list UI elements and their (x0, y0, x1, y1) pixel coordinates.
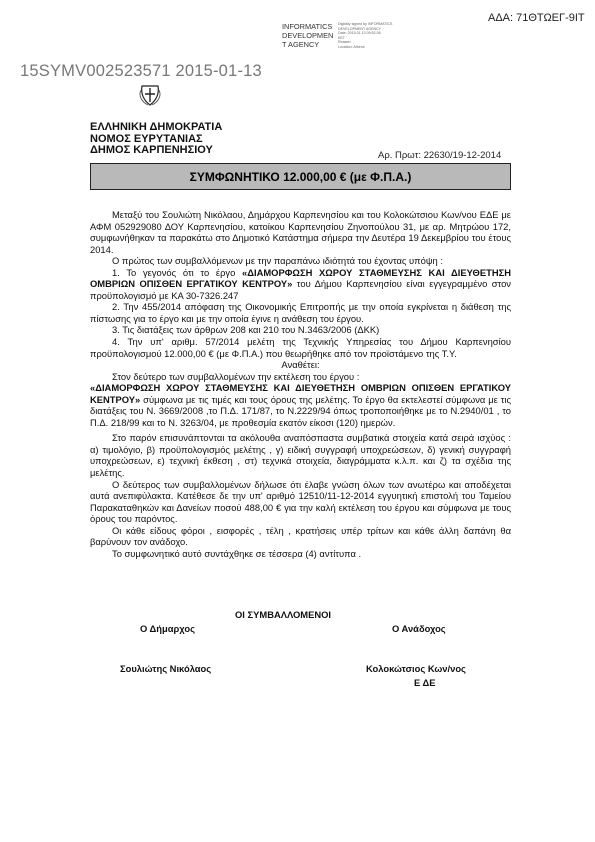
contractor-role: Ο Ανάδοχος (392, 623, 446, 634)
project-terms-text: σύμφωνα με τις τιμές και τους όρους της μελέτης. Το έργο θα εκτελεστεί σύμφωνα με τις διατάξεις του Ν. 3669/2008 ,το Π.Δ. 171/87, το Ν.2229/94 όπως τροποποιήθηκε με το Ν.2940/01 , το Π.Δ. 218/99 και το Ν. 3263/04, με προθεσμία εκατόν είκοσι (120) ημερών. (90, 393, 511, 428)
document-number: 15SYMV002523571 2015-01-13 (20, 62, 262, 80)
paragraph-guarantee: Ο δεύτερος των συμβαλλομένων δήλωσε ότι έλαβε γνώση όλων των ανωτέρω και αποδέχεται αυτά ανεπιφύλακτα. Κατέθεσε δε την υπ' αριθμό 12510/11-12-2014 εγγυητική επιστολή του Ταμείου Παρακαταθηκών και Δανείων ποσού 488,00 € για την καλή εκτέλεση του έργου και σύμφωνα με τους όρους του παρόντος. (90, 478, 511, 525)
paragraph-assignment: Στον δεύτερο των συμβαλλομένων την εκτέλεση του έργου : (112, 370, 360, 382)
mayor-name: Σουλιώτης Νικόλαος (120, 663, 212, 674)
signer-org-line: INFORMATICS (282, 22, 333, 31)
paragraph-considering: Ο πρώτος των συμβαλλόμενων με την παραπάνω ιδιότητά του έχοντας υπόψη : (112, 255, 443, 267)
prefecture-name: ΝΟΜΟΣ ΕΥΡΥΤΑΝΙΑΣ (90, 132, 203, 145)
signatures-section (90, 609, 511, 691)
assigns-heading: Αναθέτει: (281, 359, 320, 371)
project-name: «ΔΙΑΜΟΡΦΩΣΗ ΧΩΡΟΥ ΣΤΑΘΜΕΥΣΗΣ ΚΑΙ ΔΙΕΥΘΕΤΗΣΗ ΟΜΒΡΙΩΝ ΟΠΙΣΘΕΝ ΕΡΓΑΤΙΚΟΥ ΚΕΝΤΡΟΥ» (90, 266, 511, 290)
ada-code: ΑΔΑ: 71ΘΤΩΕΓ-9ΙΤ (488, 12, 585, 24)
signature-detail-line: Digitally signed by INFORMATICS (338, 22, 393, 26)
signature-detail-line: Date: 2015.01.13 09:52:36 (338, 31, 381, 35)
item-1-text: 1. Το γεγονός ότι το έργο (112, 266, 243, 278)
document-title (90, 163, 511, 190)
item-1-text-end: του Δήμου Καρπενησίου είναι εγγεγραμμένο στον προϋπολογισμό με ΚΑ 30-7326.247 (90, 278, 511, 301)
protocol-number: Αρ. Πρωτ: 22630/19-12-2014 (378, 150, 502, 161)
signature-detail-line: DEVELOPMENT AGENCY (338, 26, 382, 31)
signature-detail-line: EET (338, 35, 345, 40)
contractor-title: Ε ΔΕ (414, 677, 436, 688)
hellenic-emblem-icon (139, 84, 161, 106)
paragraph-copies: Το συμφωνητικό αυτό συντάχθηκε σε τέσσερα (4) αντίτυπα . (112, 547, 362, 559)
signer-org-line: T AGENCY (282, 40, 320, 49)
signer-organization (282, 22, 338, 49)
document-title-text: ΣΥΜΦΩΝΗΤΙΚΟ 12.000,00 € (με Φ.Π.Α.) (189, 169, 412, 184)
mayor-role: Ο Δήμαρχος (140, 623, 195, 634)
signature-detail-line: Location: Athens (338, 44, 365, 49)
signatories-heading: ΟΙ ΣΥΜΒΑΛΛΟΜΕΝΟΙ (235, 609, 332, 620)
contract-body (90, 209, 511, 559)
signature-detail-line: Reason: (338, 40, 352, 44)
paragraph-item-2: 2. Την 455/2014 απόφαση της Οικονομικής Επιτροπής με την οποία εγκρίνεται η διάθεση της πίστωσης για το έργο και με την οποία έγινε η ανάθεση του έργου. (90, 301, 511, 324)
paragraph-project-terms (90, 382, 511, 428)
paragraph-taxes: Οι κάθε είδους φόροι , εισφορές , τέλη , κρατήσεις υπέρ τρίτων και κάθε άλλη δαπάνη θα βαρύνουν τον ανάδοχο. (90, 524, 511, 548)
contractor-name: Κολοκώτσιος Κων/νος (366, 663, 466, 674)
project-name: «ΔΙΑΜΟΡΦΩΣΗ ΧΩΡΟΥ ΣΤΑΘΜΕΥΣΗΣ ΚΑΙ ΔΙΕΥΘΕΤΗΣΗ ΟΜΒΡΙΩΝ ΟΠΙΣΘΕΝ ΕΡΓΑΤΙΚΟΥ ΚΕΝΤΡΟΥ» (90, 382, 511, 405)
signer-org-line: DEVELOPMEN (282, 31, 334, 40)
paragraph-parties: Μεταξύ του Σουλιώτη Νικόλαου, Δημάρχου Καρπενησίου και του Κολοκώτσιου Κων/νου ΕΔΕ με ΑΦΜ 052929080 ΔΟΥ Καρπενησίου, κατοίκου Καρπενησίου Ζηνοπούλου 31, με αρ. Μητρώου 172, συμφωνήθηκαν τα παρακάτω στο Δημοτικό Κατάστημα σήμερα την Δευτέρα 19 Δεκεμβρίου του έτους 2014. (90, 209, 511, 255)
paragraph-item-4: 4. Την υπ' αριθμ. 57/2014 μελέτη της Τεχνικής Υπηρεσίας του Δήμου Καρπενησίου προϋπολογισμού 12.000,00 € (με Φ.Π.Α.) που θεωρήθηκε από τον προϊστάμενο της Τ.Υ. (90, 336, 511, 359)
paragraph-item-1 (90, 267, 511, 302)
paragraph-item-3: 3. Τις διατάξεις των άρθρων 208 και 210 του Ν.3463/2006 (ΔΚΚ) (112, 324, 380, 336)
signature-details (338, 22, 402, 49)
paragraph-attachments: Στο παρόν επισυνάπτονται τα ακόλουθα αναπόσπαστα συμβατικά στοιχεία κατά σειρά ισχύος : α) τιμολόγιο, β) προϋπολογισμός μελέτης , γ) ειδική συγγραφή υποχρεώσεων, δ) γενική συγγραφή υποχρεώσεων, ε) τεχνική έκθεση , στ) τεχνικά στοιχεία, διαγράμματα κ.λ.π. και ζ) τα σχέδια της μελέτης. (90, 432, 511, 479)
municipality-name: ΔΗΜΟΣ ΚΑΡΠΕΝΗΣΙΟΥ (90, 144, 213, 156)
country-name: ΕΛΛΗΝΙΚΗ ΔΗΜΟΚΡΑΤΙΑ (90, 121, 223, 133)
issuer-header (90, 122, 222, 157)
